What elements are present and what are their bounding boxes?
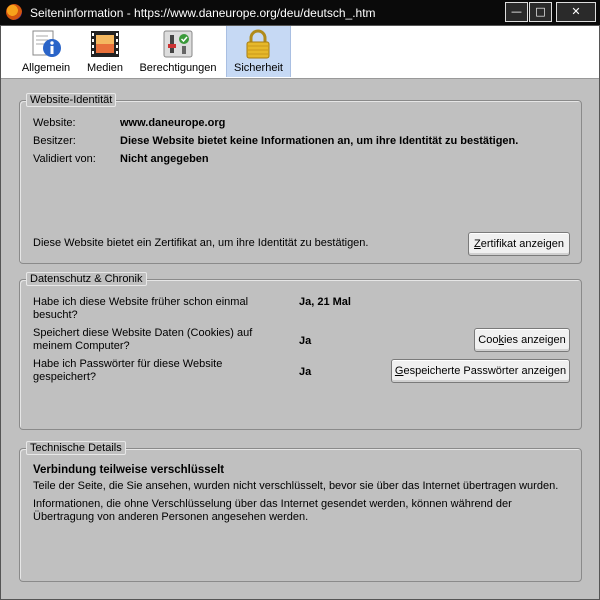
- visited-question-line2: besucht?: [33, 309, 78, 321]
- verified-by-value: Nicht angegeben: [120, 153, 209, 165]
- connection-status-heading: Verbindung teilweise verschlüsselt: [33, 464, 225, 476]
- tab-general-label: Allgemein: [21, 62, 71, 74]
- view-cookies-accesskey: k: [498, 334, 504, 346]
- view-cookies-label-post: ies anzeigen: [503, 334, 566, 346]
- connection-detail-line1: Teile der Seite, die Sie ansehen, wurden nicht verschlüsselt, bevor sie über das Internet übertragen wurden.: [33, 480, 559, 492]
- owner-label: Besitzer:: [33, 135, 76, 147]
- passwords-question-line2: gespeichert?: [33, 371, 96, 383]
- view-certificate-accesskey: Z: [474, 238, 481, 250]
- media-icon: [89, 29, 121, 59]
- visited-answer: Ja, 21 Mal: [299, 296, 351, 308]
- tab-general[interactable]: [21, 25, 71, 77]
- close-button[interactable]: ✕: [556, 2, 596, 22]
- title-bar[interactable]: [0, 0, 600, 25]
- passwords-question-line1: Habe ich Passwörter für diese Website: [33, 358, 223, 370]
- website-label: Website:: [33, 117, 76, 129]
- website-identity-legend: Website-Identität: [26, 93, 116, 107]
- technical-details-group: [19, 442, 582, 582]
- website-value: www.daneurope.org: [120, 117, 226, 129]
- tab-security-label: Sicherheit: [234, 62, 283, 74]
- view-saved-passwords-button[interactable]: [391, 359, 570, 383]
- privacy-history-group: [19, 273, 582, 430]
- certificate-text: Diese Website bietet ein Zertifikat an, um ihre Identität zu bestätigen.: [33, 237, 369, 249]
- minimize-button[interactable]: —: [505, 2, 528, 22]
- view-certificate-label: ertifikat anzeigen: [480, 238, 564, 250]
- website-identity-group: [19, 94, 582, 264]
- view-passwords-label: espeicherte Passwörter anzeigen: [403, 365, 567, 377]
- firefox-icon: [6, 4, 22, 20]
- visited-question-line1: Habe ich diese Website früher schon einmal: [33, 296, 249, 308]
- passwords-answer: Ja: [299, 366, 312, 378]
- privacy-history-legend: Datenschutz & Chronik: [26, 272, 147, 286]
- maximize-button[interactable]: □: [529, 2, 552, 22]
- tab-permissions-label: Berechtigungen: [139, 62, 217, 74]
- tab-media-label: Medien: [86, 62, 124, 74]
- connection-detail-line3: Übertragung von anderen Personen angesehen werden.: [33, 511, 309, 523]
- view-cookies-button[interactable]: [474, 328, 570, 352]
- view-certificate-button[interactable]: [468, 232, 570, 256]
- view-cookies-label-pre: Coo: [478, 334, 499, 346]
- cookies-question-line1: Speichert diese Website Daten (Cookies) auf: [33, 327, 253, 339]
- cookies-question-line2: meinem Computer?: [33, 340, 130, 352]
- cookies-answer: Ja: [299, 335, 312, 347]
- tab-permissions[interactable]: [138, 25, 218, 77]
- window-title: Seiteninformation - https://www.daneurope.org/deu/deutsch_.htm: [30, 6, 376, 20]
- connection-detail-line2: Informationen, die ohne Verschlüsselung über das Internet gesendet werden, können während der: [33, 498, 512, 510]
- technical-details-legend: Technische Details: [26, 441, 126, 455]
- tab-security[interactable]: [226, 25, 291, 77]
- permissions-icon: [162, 29, 194, 59]
- owner-value: Diese Website bietet keine Informationen an, um ihre Identität zu bestätigen.: [120, 135, 519, 147]
- tab-media[interactable]: [84, 25, 126, 77]
- tab-toolbar: [0, 25, 600, 79]
- verified-by-label: Validiert von:: [33, 153, 96, 165]
- view-passwords-accesskey: G: [394, 365, 404, 377]
- info-icon: [30, 29, 62, 59]
- lock-icon: [242, 29, 274, 59]
